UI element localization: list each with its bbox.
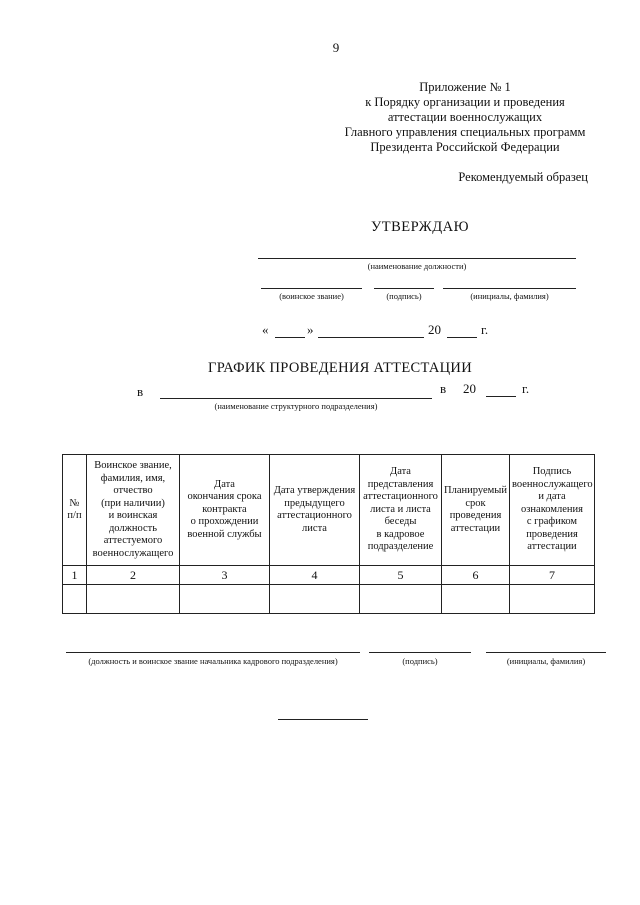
open-quote: « xyxy=(262,322,269,337)
day-line xyxy=(275,337,305,338)
rank-line xyxy=(261,288,362,289)
footer-position-line xyxy=(66,652,360,653)
table-header-row xyxy=(63,455,595,566)
header-planned-term: Планируемый срок проведения аттестации xyxy=(442,455,510,566)
header-signature-acknowledgement: Подпись военнослужащего и дата ознакомления с графиком проведения аттестации xyxy=(510,455,595,566)
year-suffix: г. xyxy=(481,322,489,337)
close-quote: » xyxy=(307,322,314,337)
unit-line xyxy=(160,398,432,399)
page-number: 9 xyxy=(332,40,340,55)
column-number: 1 xyxy=(63,566,87,585)
column-number: 4 xyxy=(270,566,360,585)
header-contract-end: Дата окончания срока контракта о прохождении военной службы xyxy=(180,455,270,566)
header-previous-approval: Дата утверждения предыдущего аттестационного листа xyxy=(270,455,360,566)
approval-heading: УТВЕРЖДАЮ xyxy=(371,219,469,235)
appendix-line: Главного управления специальных программ xyxy=(344,125,586,139)
schedule-year-prefix: 20 xyxy=(463,381,476,396)
signature-line xyxy=(374,288,434,289)
appendix-line: аттестации военнослужащих xyxy=(387,110,543,124)
column-number: 7 xyxy=(510,566,595,585)
column-number: 2 xyxy=(87,566,180,585)
appendix-line: Президента Российской Федерации xyxy=(370,140,560,154)
table-cell xyxy=(510,585,595,614)
schedule-table xyxy=(62,454,595,614)
in-word-2: в xyxy=(440,381,447,396)
table-cell xyxy=(87,585,180,614)
footer-position-caption: (должность и воинское звание начальника кадрового подразделения) xyxy=(88,656,338,666)
rank-caption: (воинское звание) xyxy=(279,291,344,301)
header-rank-name: Воинское звание, фамилия, имя, отчество (при наличии) и воинская должность аттестуемого военнослужащего xyxy=(87,455,180,566)
column-number-row xyxy=(63,566,595,585)
position-caption: (наименование должности) xyxy=(367,261,467,271)
table-cell xyxy=(63,585,87,614)
column-number: 5 xyxy=(360,566,442,585)
position-line xyxy=(258,258,576,259)
schedule-year-line xyxy=(486,396,516,397)
year-line xyxy=(447,337,477,338)
appendix-line: Приложение № 1 xyxy=(419,80,511,94)
header-submission-date: Дата представления аттестационного листа и листа беседы в кадровое подразделение xyxy=(360,455,442,566)
appendix-line: к Порядку организации и проведения xyxy=(365,95,565,109)
appendix-block xyxy=(300,80,630,155)
sample-label: Рекомендуемый образец xyxy=(458,170,588,184)
initials-caption: (инициалы, фамилия) xyxy=(470,291,549,301)
signature-caption: (подпись) xyxy=(386,291,422,301)
schedule-year-suffix: г. xyxy=(522,381,530,396)
table-cell xyxy=(360,585,442,614)
table-cell xyxy=(270,585,360,614)
table-cell xyxy=(180,585,270,614)
month-line xyxy=(318,337,424,338)
table-cell xyxy=(442,585,510,614)
in-word: в xyxy=(137,384,144,399)
schedule-title: ГРАФИК ПРОВЕДЕНИЯ АТТЕСТАЦИИ xyxy=(208,360,472,376)
header-number: № п/п xyxy=(63,455,87,566)
column-number: 6 xyxy=(442,566,510,585)
table-row xyxy=(63,585,595,614)
initials-line xyxy=(443,288,576,289)
year-prefix: 20 xyxy=(428,322,441,337)
unit-caption: (наименование структурного подразделения) xyxy=(214,401,378,411)
footer-signature-caption: (подпись) xyxy=(402,656,438,666)
column-number: 3 xyxy=(180,566,270,585)
footer-signature-line xyxy=(369,652,471,653)
closing-rule xyxy=(278,719,368,720)
footer-initials-line xyxy=(486,652,606,653)
footer-initials-caption: (инициалы, фамилия) xyxy=(506,656,586,666)
